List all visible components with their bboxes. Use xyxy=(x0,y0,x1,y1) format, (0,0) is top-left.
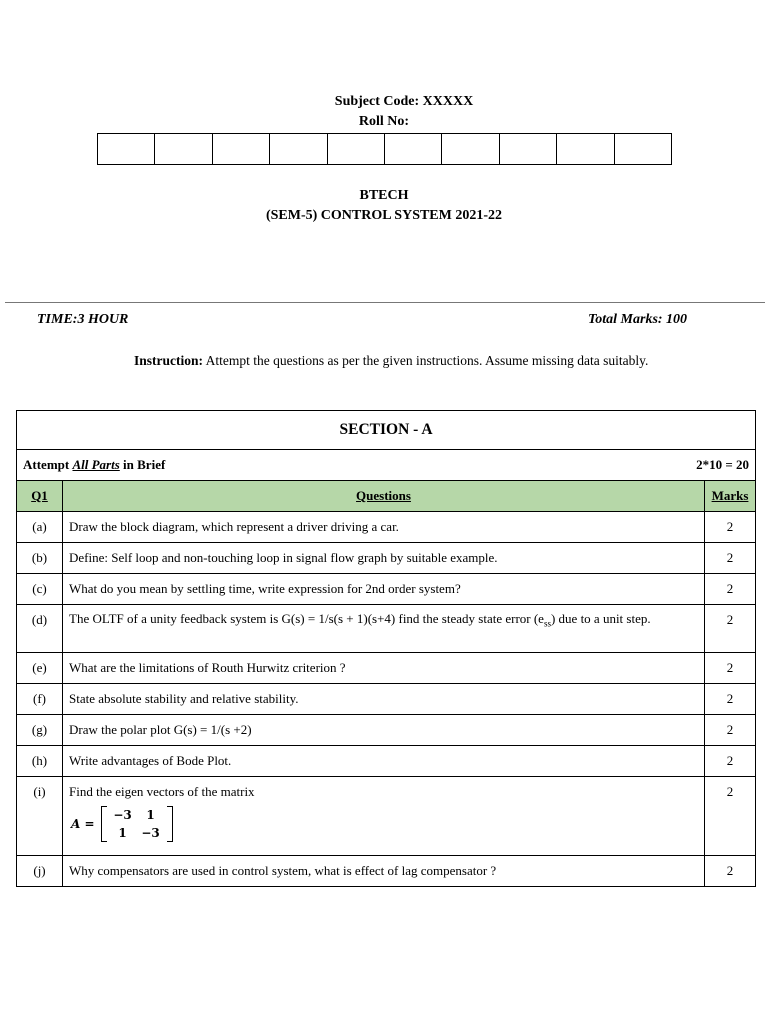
question-label: (d) xyxy=(17,605,63,653)
right-bracket xyxy=(167,806,173,842)
question-label: (c) xyxy=(17,574,63,605)
question-marks: 2 xyxy=(705,684,756,715)
col-q-header: Q1 xyxy=(17,481,63,512)
section-title: SECTION - A xyxy=(17,411,756,450)
question-text-cell xyxy=(63,777,705,856)
question-text: Define: Self loop and non-touching loop in signal flow graph by suitable example. xyxy=(63,543,705,574)
question-row xyxy=(17,746,756,777)
question-text: What do you mean by settling time, write expression for 2nd order system? xyxy=(63,574,705,605)
subject-code: Subject Code: XXXXX xyxy=(334,94,474,109)
exam-time: TIME:3 HOUR xyxy=(37,312,129,327)
roll-digit-box[interactable] xyxy=(615,134,671,164)
question-row xyxy=(17,512,756,543)
attempt-prefix: Attempt xyxy=(23,457,73,472)
roll-no-boxes[interactable] xyxy=(97,133,672,165)
question-row xyxy=(17,653,756,684)
question-text: State absolute stability and relative stability. xyxy=(63,684,705,715)
question-text xyxy=(63,605,705,653)
question-text: Write advantages of Bode Plot. xyxy=(63,746,705,777)
question-text: Draw the polar plot G(s) = 1/(s +2) xyxy=(63,715,705,746)
question-label: (e) xyxy=(17,653,63,684)
matrix-entry: −3 xyxy=(113,808,132,822)
question-row xyxy=(17,605,756,653)
question-marks: 2 xyxy=(705,746,756,777)
question-marks: 2 xyxy=(705,512,756,543)
matrix-entry: 1 xyxy=(118,826,127,840)
question-marks: 2 xyxy=(705,653,756,684)
question-marks: 2 xyxy=(705,605,756,653)
course-title: BTECH xyxy=(359,188,409,203)
roll-digit-box[interactable] xyxy=(328,134,385,164)
paper-title: (SEM-5) CONTROL SYSTEM 2021-22 xyxy=(265,208,503,223)
roll-digit-box[interactable] xyxy=(385,134,442,164)
question-text: Find the eigen vectors of the matrix xyxy=(69,784,255,799)
roll-digit-box[interactable] xyxy=(557,134,614,164)
matrix-entry: −3 xyxy=(141,826,160,840)
instruction-text: Attempt the questions as per the given instructions. Assume missing data suitably. xyxy=(203,353,649,368)
question-text-subscript: ss xyxy=(543,618,551,629)
question-text: Draw the block diagram, which represent a driver driving a car. xyxy=(63,512,705,543)
question-label: (j) xyxy=(17,856,63,887)
question-marks: 2 xyxy=(705,543,756,574)
question-row xyxy=(17,856,756,887)
attempt-suffix: in Brief xyxy=(119,457,166,472)
question-row xyxy=(17,715,756,746)
question-row xyxy=(17,684,756,715)
roll-digit-box[interactable] xyxy=(213,134,270,164)
total-marks: Total Marks: 100 xyxy=(588,312,688,327)
question-marks: 2 xyxy=(705,777,756,856)
roll-digit-box[interactable] xyxy=(500,134,557,164)
question-label: (g) xyxy=(17,715,63,746)
question-row xyxy=(17,574,756,605)
matrix-body xyxy=(101,806,173,842)
question-label: (a) xyxy=(17,512,63,543)
questions-table xyxy=(16,410,756,887)
question-label: (f) xyxy=(17,684,63,715)
question-marks: 2 xyxy=(705,715,756,746)
question-text-part: The OLTF of a unity feedback system is G(s) = 1/s(s + 1)(s+4) find the steady state error (e xyxy=(69,611,544,626)
matrix-name: A = xyxy=(71,817,95,831)
question-text-part: ) due to a unit step. xyxy=(550,611,651,626)
question-label: (i) xyxy=(17,777,63,856)
instruction xyxy=(134,353,648,369)
instruction-label: Instruction: xyxy=(134,353,204,368)
question-row xyxy=(17,543,756,574)
attempt-emphasis: All Parts xyxy=(72,457,120,472)
question-marks: 2 xyxy=(705,856,756,887)
roll-digit-box[interactable] xyxy=(98,134,155,164)
roll-no-label: Roll No: xyxy=(358,114,410,129)
roll-digit-box[interactable] xyxy=(442,134,499,164)
question-marks: 2 xyxy=(705,574,756,605)
col-marks-header: Marks xyxy=(705,481,756,512)
matrix xyxy=(71,806,698,842)
question-row xyxy=(17,777,756,856)
roll-digit-box[interactable] xyxy=(270,134,327,164)
matrix-entry: 1 xyxy=(146,808,155,822)
question-label: (h) xyxy=(17,746,63,777)
marks-formula: 2*10 = 20 xyxy=(696,457,749,472)
question-text: What are the limitations of Routh Hurwitz criterion ? xyxy=(63,653,705,684)
attempt-instruction xyxy=(23,457,165,473)
question-text: Why compensators are used in control system, what is effect of lag compensator ? xyxy=(63,856,705,887)
col-questions-header: Questions xyxy=(63,481,705,512)
roll-digit-box[interactable] xyxy=(155,134,212,164)
divider xyxy=(5,302,765,303)
question-label: (b) xyxy=(17,543,63,574)
attempt-row xyxy=(17,450,756,481)
matrix-grid xyxy=(107,806,167,842)
